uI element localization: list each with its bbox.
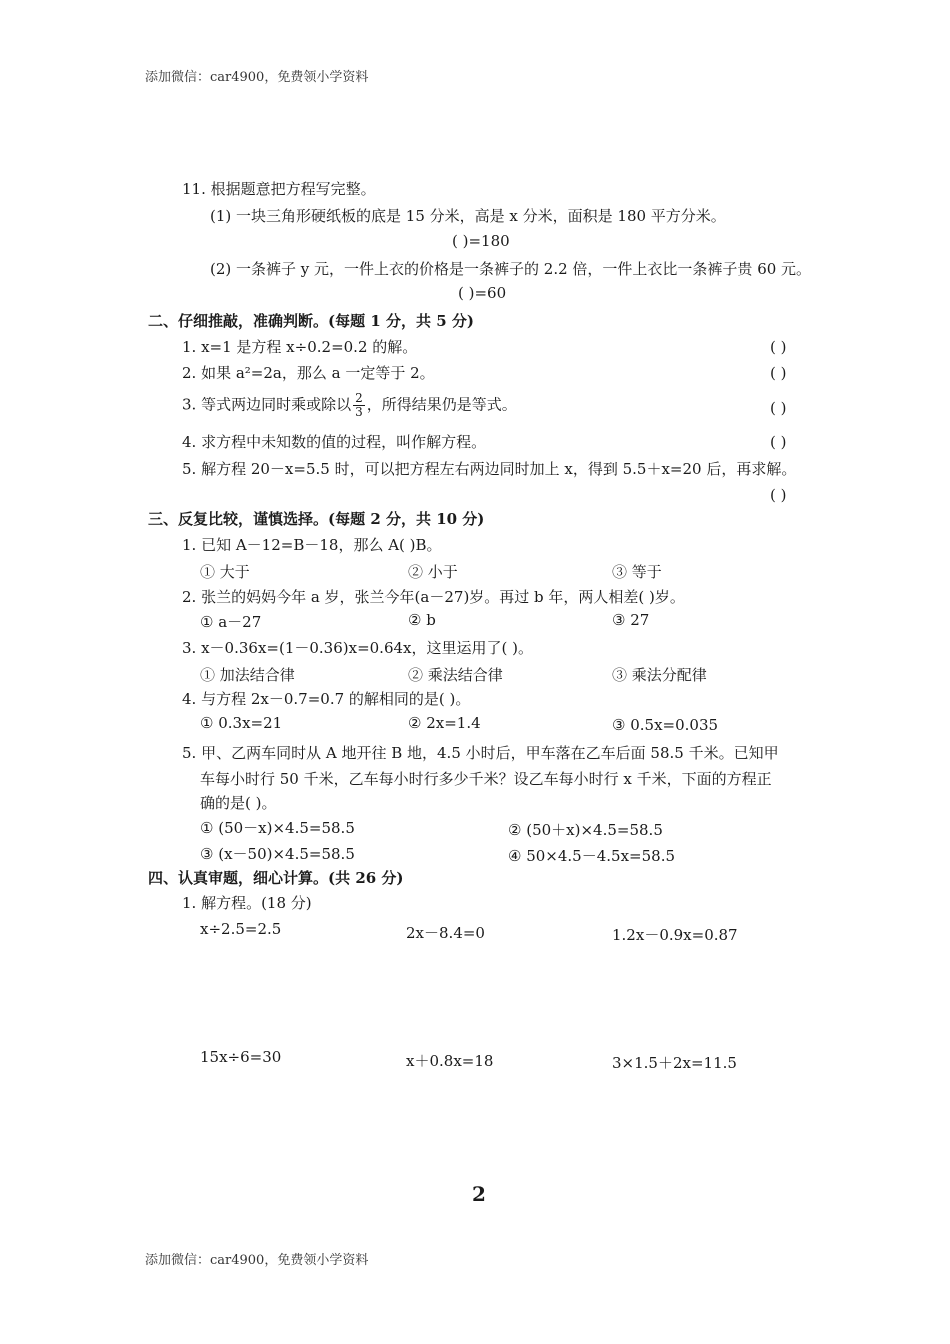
watermark-bottom: 添加微信：car4900，免费领小学资料: [145, 1253, 369, 1268]
choice-1-option-a[interactable]: ① 大于: [200, 563, 250, 581]
judge-item-3-text-b: ，所得结果仍是等式。: [366, 395, 517, 414]
choice-question-2: 2. 张兰的妈妈今年 a 岁，张兰今年(a－27)岁。再过 b 年，两人相差( )岁。: [182, 588, 685, 606]
choice-2-option-a[interactable]: ① a－27: [200, 613, 262, 631]
choice-3-option-b[interactable]: ② 乘法结合律: [408, 666, 503, 684]
choice-3-option-c[interactable]: ③ 乘法分配律: [612, 666, 707, 684]
equation-4: 15x÷6=30: [200, 1048, 282, 1066]
choice-question-5-line-3: 确的是( )。: [200, 794, 277, 812]
section-2-heading: 二、仔细推敲，准确判断。(每题 1 分，共 5 分): [148, 312, 474, 330]
choice-5-option-a[interactable]: ① (50－x)×4.5=58.5: [200, 819, 355, 837]
choice-question-1: 1. 已知 A－12=B－18，那么 A( )B。: [182, 536, 442, 554]
judge-item-2: 2. 如果 a²=2a，那么 a 一定等于 2。: [182, 364, 435, 382]
judge-bracket-5[interactable]: ( ): [770, 486, 787, 504]
choice-question-4: 4. 与方程 2x－0.7=0.7 的解相同的是( )。: [182, 690, 471, 708]
judge-bracket-1[interactable]: ( ): [770, 338, 787, 356]
choice-2-option-b[interactable]: ② b: [408, 611, 436, 629]
section-4-heading: 四、认真审题，细心计算。(共 26 分): [148, 869, 404, 887]
judge-bracket-3[interactable]: ( ): [770, 399, 787, 417]
question-11: 11. 根据题意把方程写完整。: [182, 180, 376, 198]
choice-2-option-c[interactable]: ③ 27: [612, 611, 650, 629]
equation-2: 2x－8.4=0: [406, 924, 485, 942]
choice-question-3: 3. x－0.36x=(1－0.36)x=0.64x，这里运用了( )。: [182, 639, 533, 657]
fraction-numerator: 2: [355, 391, 363, 405]
fraction-two-thirds: [353, 392, 365, 419]
equation-3: 1.2x－0.9x=0.87: [612, 926, 738, 944]
choice-4-option-a[interactable]: ① 0.3x=21: [200, 714, 283, 732]
judge-bracket-4[interactable]: ( ): [770, 433, 787, 451]
equation-1: x÷2.5=2.5: [200, 920, 282, 938]
fraction-denominator: 3: [355, 405, 363, 419]
choice-5-option-c[interactable]: ③ (x－50)×4.5=58.5: [200, 845, 355, 863]
choice-3-option-a[interactable]: ① 加法结合律: [200, 666, 295, 684]
judge-bracket-2[interactable]: ( ): [770, 364, 787, 382]
answer-blank-11-1[interactable]: ( )=180: [452, 232, 510, 250]
judge-item-4: 4. 求方程中未知数的值的过程，叫作解方程。: [182, 433, 487, 451]
question-11-1: (1) 一块三角形硬纸板的底是 15 分米，高是 x 分米，面积是 180 平方分米。: [210, 207, 726, 225]
choice-5-option-d[interactable]: ④ 50×4.5－4.5x=58.5: [508, 847, 676, 865]
judge-item-5: 5. 解方程 20－x=5.5 时，可以把方程左右两边同时加上 x，得到 5.5＋x=20 后，再求解。: [182, 460, 797, 478]
choice-1-option-b[interactable]: ② 小于: [408, 563, 458, 581]
judge-item-1: 1. x=1 是方程 x÷0.2=0.2 的解。: [182, 338, 418, 356]
choice-5-option-b[interactable]: ② (50＋x)×4.5=58.5: [508, 821, 663, 839]
calc-question-1: 1. 解方程。(18 分): [182, 894, 312, 912]
watermark-top: 添加微信：car4900，免费领小学资料: [145, 70, 369, 85]
judge-item-3-text-a: 3. 等式两边同时乘或除以: [182, 395, 352, 414]
question-11-2: (2) 一条裤子 y 元，一件上衣的价格是一条裤子的 2.2 倍，一件上衣比一条裤子贵 60 元。: [210, 260, 812, 278]
choice-question-5-line-1: 5. 甲、乙两车同时从 A 地开往 B 地，4.5 小时后，甲车落在乙车后面 58.5 千米。已知甲: [182, 744, 779, 762]
judge-item-3: [182, 392, 517, 419]
choice-1-option-c[interactable]: ③ 等于: [612, 563, 662, 581]
answer-blank-11-2[interactable]: ( )=60: [458, 284, 507, 302]
equation-5: x＋0.8x=18: [406, 1052, 494, 1070]
choice-4-option-c[interactable]: ③ 0.5x=0.035: [612, 716, 719, 734]
equation-6: 3×1.5＋2x=11.5: [612, 1054, 737, 1072]
section-3-heading: 三、反复比较，谨慎选择。(每题 2 分，共 10 分): [148, 510, 485, 528]
choice-question-5-line-2: 车每小时行 50 千米，乙车每小时行多少千米？设乙车每小时行 x 千米，下面的方程正: [200, 770, 772, 788]
choice-4-option-b[interactable]: ② 2x=1.4: [408, 714, 481, 732]
page-number: 2: [472, 1182, 486, 1206]
